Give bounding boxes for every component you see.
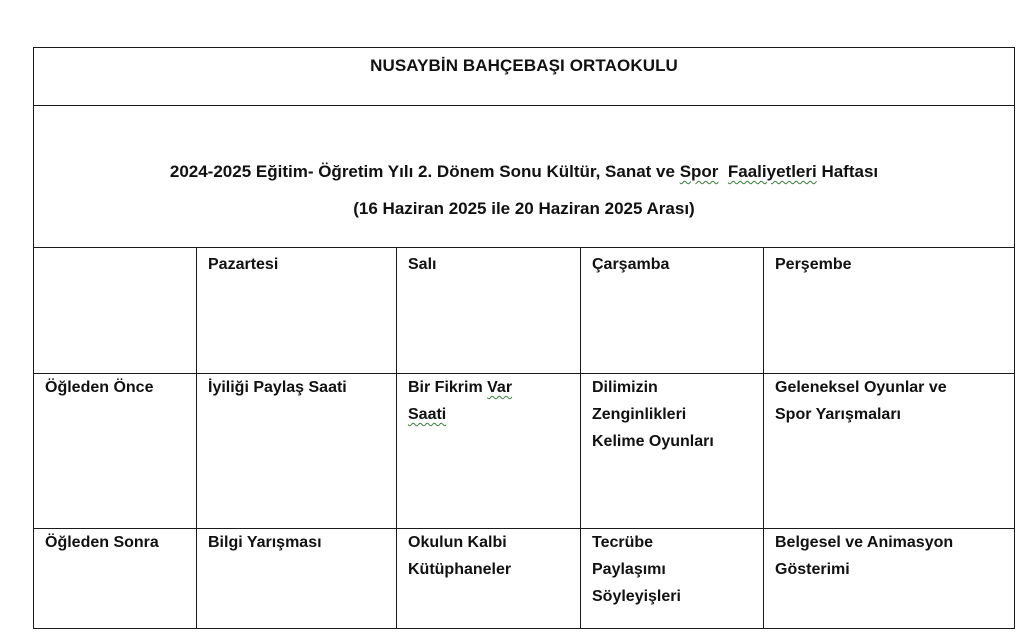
- activity-morning-sali-text: Bir Fikrim: [408, 379, 488, 396]
- program-document: [33, 47, 1015, 629]
- row-label-afternoon: Öğleden Sonra: [45, 534, 159, 551]
- activity-afternoon-sali-line1: Okulun Kalbi: [408, 534, 507, 551]
- activity-afternoon-pazartesi: Bilgi Yarışması: [208, 534, 322, 551]
- activity-afternoon-persembe-line1: Belgesel ve Animasyon: [775, 534, 954, 551]
- activity-morning-persembe-line2: Spor Yarışmaları: [775, 406, 901, 423]
- activity-afternoon-carsamba-line1: Tecrübe: [592, 534, 654, 551]
- activity-morning-persembe: [775, 374, 947, 428]
- activity-afternoon-persembe: [775, 529, 953, 583]
- activity-morning-sali-line1: [408, 374, 512, 401]
- activity-morning-pazartesi: İyiliği Paylaş Saati: [208, 379, 347, 396]
- col-divider-4: [763, 248, 764, 628]
- program-title-gap: [718, 162, 727, 181]
- activity-morning-carsamba: [592, 374, 714, 455]
- col-divider-3: [580, 248, 581, 628]
- program-title-spor: Spor: [679, 162, 719, 181]
- day-header-carsamba: Çarşamba: [592, 256, 670, 273]
- day-header-persembe: Perşembe: [775, 256, 852, 273]
- activity-morning-carsamba-line1: Dilimizin: [592, 379, 658, 396]
- program-date-range: (16 Haziran 2025 ile 20 Haziran 2025 Arası): [353, 199, 695, 218]
- activity-morning-persembe-line1: Geleneksel Oyunlar ve: [775, 379, 947, 396]
- activity-morning-carsamba-line3: Kelime Oyunları: [592, 433, 714, 450]
- school-name: NUSAYBİN BAHÇEBAŞI ORTAOKULU: [370, 56, 678, 75]
- title-row: [34, 106, 1014, 248]
- program-title-end: Haftası: [816, 162, 879, 181]
- day-header-pazartesi: Pazartesi: [208, 256, 279, 273]
- activity-afternoon-carsamba-line3: Söyleyişleri: [592, 588, 681, 605]
- row-label-morning: Öğleden Önce: [45, 379, 154, 396]
- activity-afternoon-carsamba-line2: Paylaşımı: [592, 561, 666, 578]
- program-title: [34, 162, 1014, 182]
- activity-morning-sali-line2: Saati: [408, 406, 447, 423]
- activity-afternoon-persembe-line2: Gösterimi: [775, 561, 850, 578]
- day-header-sali: Salı: [408, 256, 437, 273]
- schedule-table: [34, 248, 1014, 628]
- activity-afternoon-sali-line2: Kütüphaneler: [408, 561, 512, 578]
- col-divider-1: [196, 248, 197, 628]
- activity-afternoon-carsamba: [592, 529, 681, 610]
- activity-morning-carsamba-line2: Zenginlikleri: [592, 406, 687, 423]
- school-header-row: [34, 48, 1014, 106]
- program-title-faaliyetleri: Faaliyetleri: [727, 162, 817, 181]
- activity-morning-sali-var: Var: [487, 379, 513, 396]
- activity-afternoon-sali: [408, 529, 511, 583]
- program-title-text: 2024-2025 Eğitim- Öğretim Yılı 2. Dönem Sonu Kültür, Sanat ve: [169, 162, 680, 181]
- col-divider-2: [396, 248, 397, 628]
- activity-morning-sali: [408, 374, 512, 428]
